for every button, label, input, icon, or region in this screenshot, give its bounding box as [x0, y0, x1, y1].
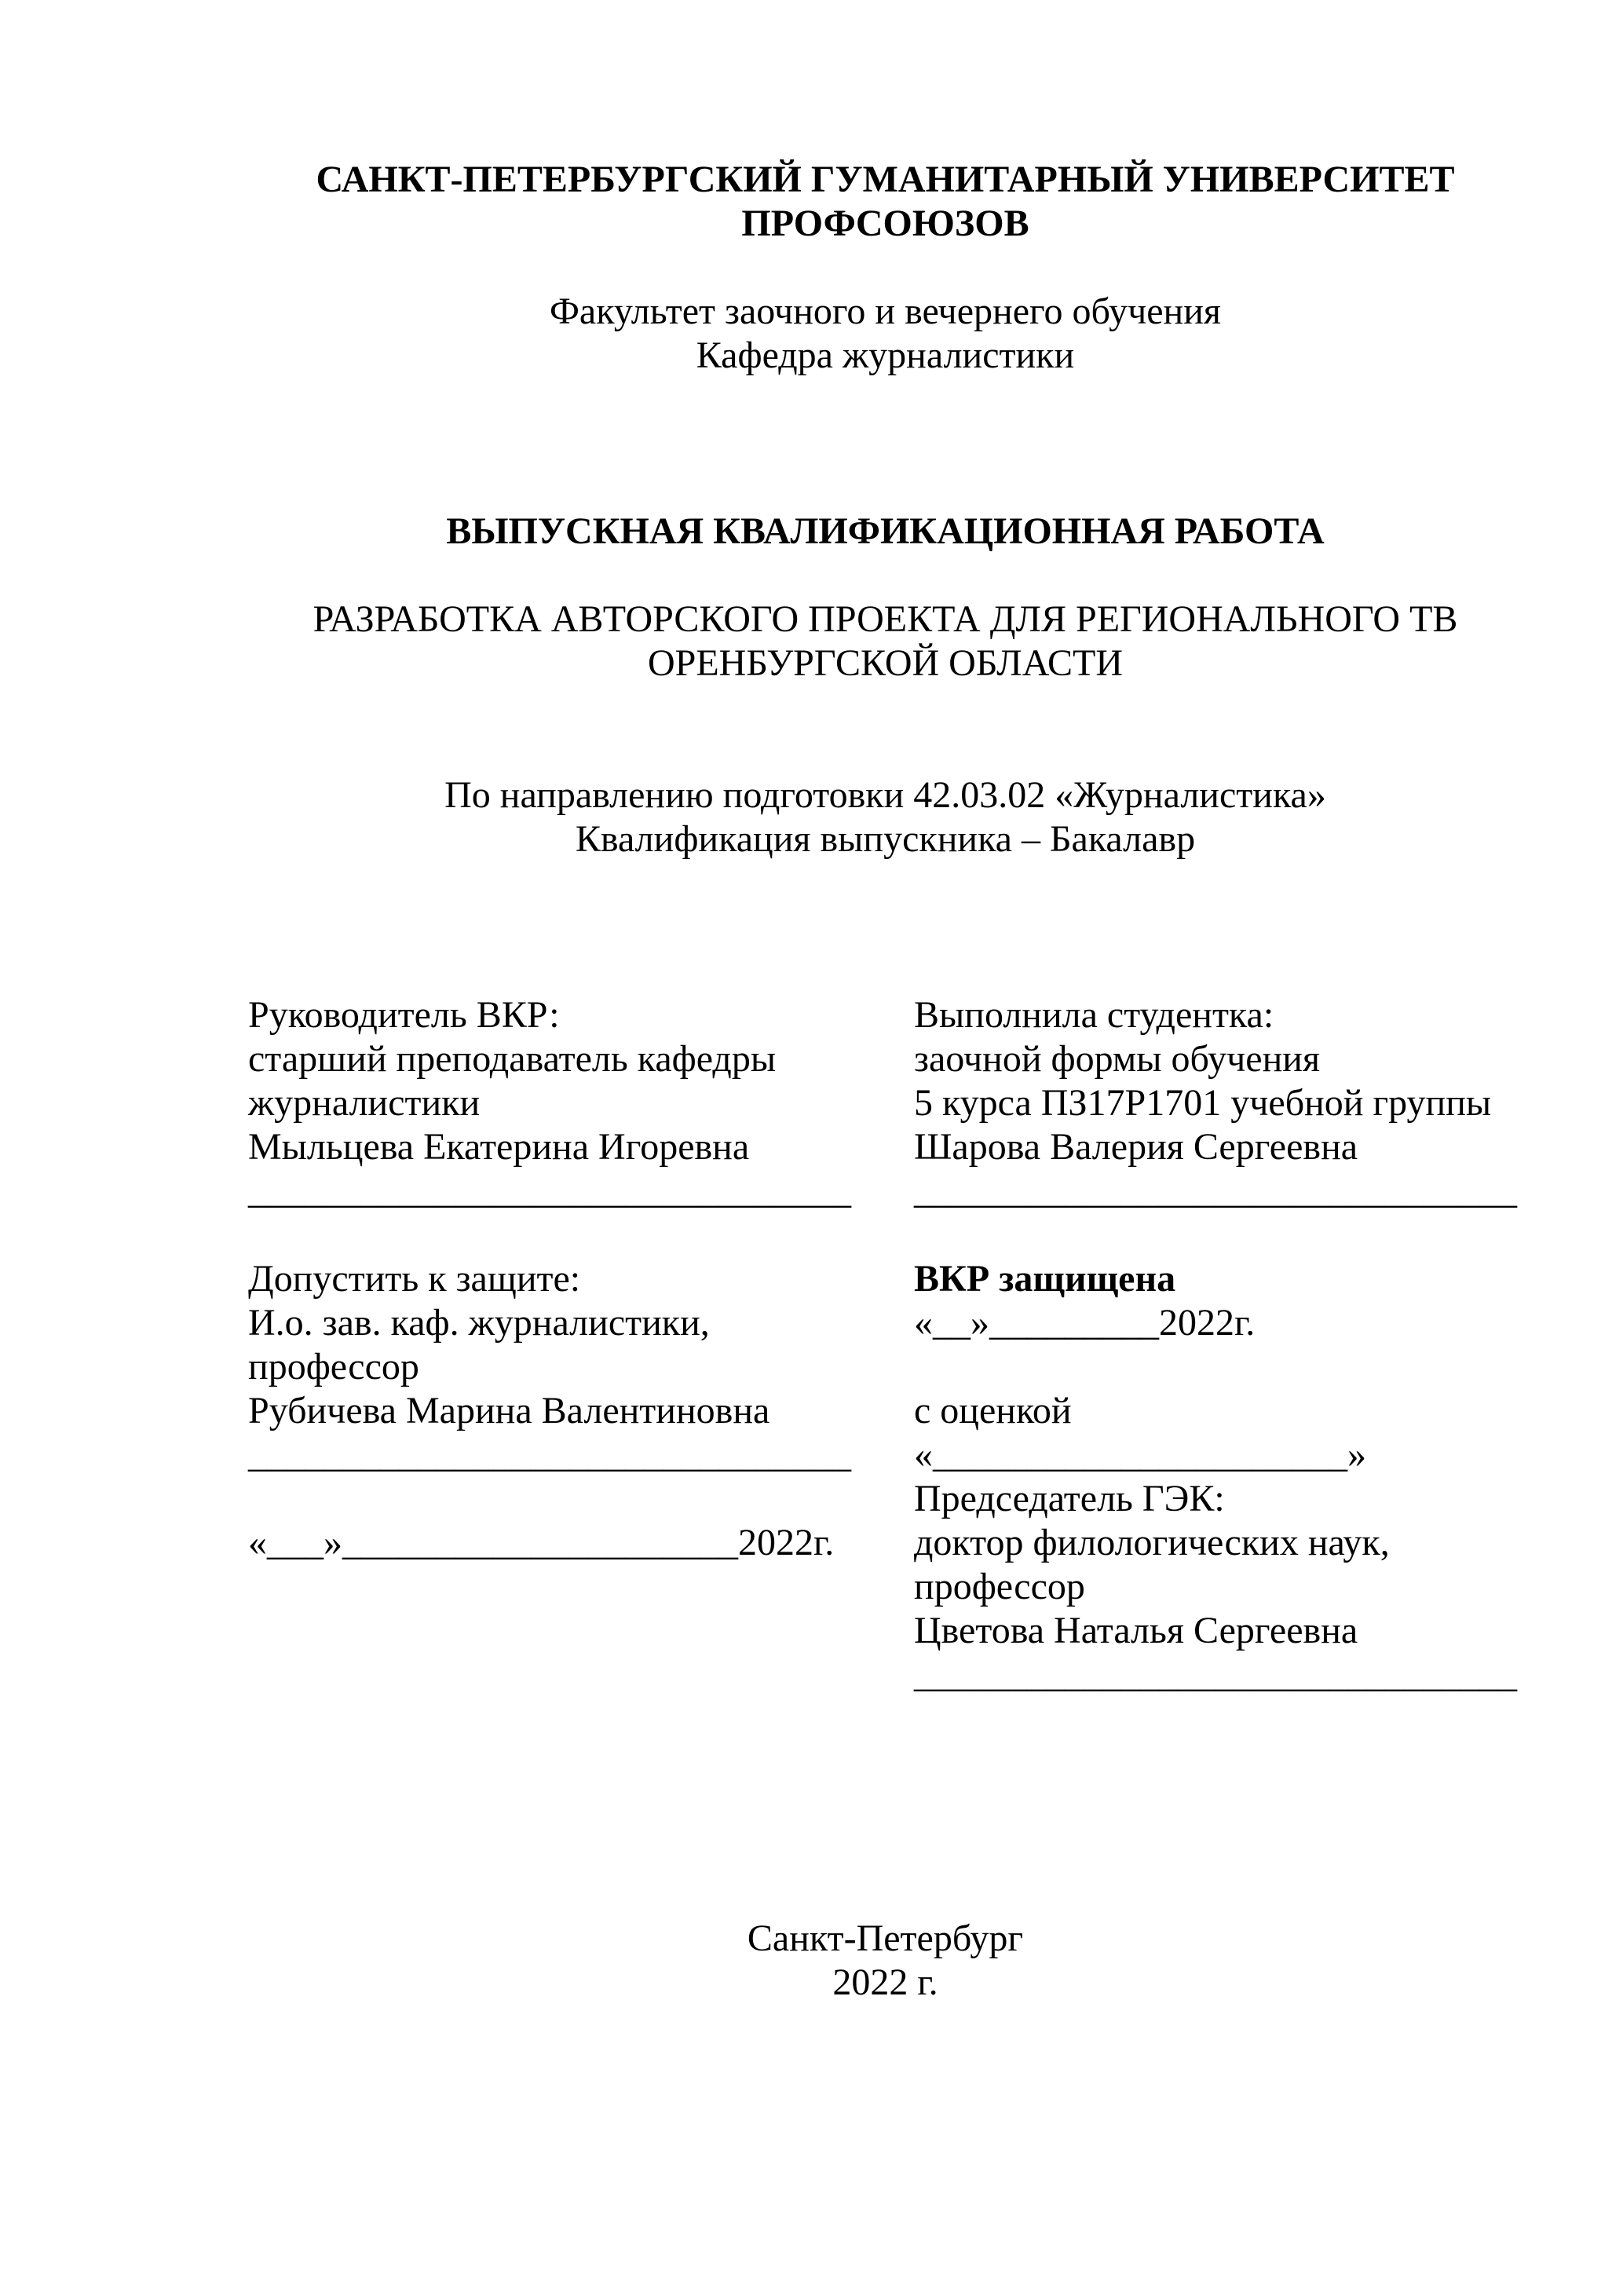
work-type-heading: ВЫПУСКНАЯ КВАЛИФИКАЦИОННАЯ РАБОТА: [446, 510, 1325, 552]
program-block: [248, 773, 1522, 861]
admission-position-line2: профессор: [248, 1346, 419, 1387]
student-column: [914, 993, 1522, 1213]
admission-name: Рубичева Марина Валентиновна: [248, 1390, 770, 1431]
supervisor-position-line2: журналистики: [248, 1082, 481, 1124]
thesis-title-block: [248, 598, 1522, 686]
defense-date-line: «__»_________2022г.: [914, 1302, 1256, 1344]
defense-spacer: [914, 1345, 1522, 1389]
thesis-title-line2: ОРЕНБУРГСКОЙ ОБЛАСТИ: [647, 642, 1124, 684]
gek-chair-degree: доктор филологических наук,: [914, 1522, 1390, 1563]
gek-chair-position: профессор: [914, 1566, 1085, 1607]
supervisor-student-section: [248, 993, 1522, 1213]
defense-heading: ВКР защищена: [914, 1258, 1176, 1300]
supervisor-role-label: Руководитель ВКР:: [248, 994, 560, 1036]
university-name-line1: САНКТ-ПЕТЕРБУРГСКИЙ ГУМАНИТАРНЫЙ УНИВЕРСИТЕТ: [316, 159, 1455, 200]
university-name-line2: ПРОФСОЮЗОВ: [741, 203, 1029, 244]
footer-block: [248, 1917, 1522, 2005]
admission-position-line1: И.о. зав. каф. журналистики,: [248, 1302, 710, 1344]
supervisor-name: Мыльцева Екатерина Игоревна: [248, 1126, 750, 1168]
work-type-heading-block: [248, 510, 1522, 554]
student-study-mode: заочной формы обучения: [914, 1038, 1321, 1080]
student-signature-line: ________________________________: [914, 1170, 1517, 1212]
department-name: Кафедра журналистики: [696, 335, 1075, 376]
defense-grade-line: «______________________»: [914, 1434, 1366, 1475]
admission-defense-section: [248, 1257, 1522, 1697]
program-direction: По направлению подготовки 42.03.02 «Журналистика»: [444, 774, 1326, 816]
thesis-title-line1: РАЗРАБОТКА АВТОРСКОГО ПРОЕКТА ДЛЯ РЕГИОНАЛЬНОГО ТВ: [313, 598, 1458, 640]
admission-signature-line: ________________________________: [248, 1434, 851, 1475]
supervisor-position-line1: старший преподаватель кафедры: [248, 1038, 777, 1080]
supervisor-column: [248, 993, 914, 1213]
admission-column: [248, 1257, 914, 1697]
faculty-name: Факультет заочного и вечернего обучения: [550, 291, 1221, 332]
defense-column: [914, 1257, 1522, 1697]
gek-chair-name: Цветова Наталья Сергеевна: [914, 1610, 1358, 1651]
gek-chair-signature-line: ________________________________: [914, 1654, 1517, 1695]
student-name: Шарова Валерия Сергеевна: [914, 1126, 1358, 1168]
student-group: 5 курса ПЗ17Р1701 учебной группы: [914, 1082, 1492, 1124]
admission-spacer: [248, 1477, 914, 1521]
student-role-label: Выполнила студентка:: [914, 994, 1274, 1036]
defense-grade-label: с оценкой: [914, 1390, 1072, 1431]
gek-chair-role: Председатель ГЭК:: [914, 1478, 1225, 1519]
supervisor-signature-line: ________________________________: [248, 1170, 851, 1212]
admission-heading: Допустить к защите:: [248, 1258, 581, 1300]
university-name-block: [248, 158, 1522, 246]
faculty-department-block: [248, 290, 1522, 378]
graduate-qualification: Квалификация выпускника – Бакалавр: [575, 818, 1196, 860]
admission-date-line: «___»_____________________2022г.: [248, 1522, 835, 1563]
footer-year: 2022 г.: [832, 1961, 938, 2003]
footer-city: Санкт-Петербург: [747, 1918, 1024, 1959]
